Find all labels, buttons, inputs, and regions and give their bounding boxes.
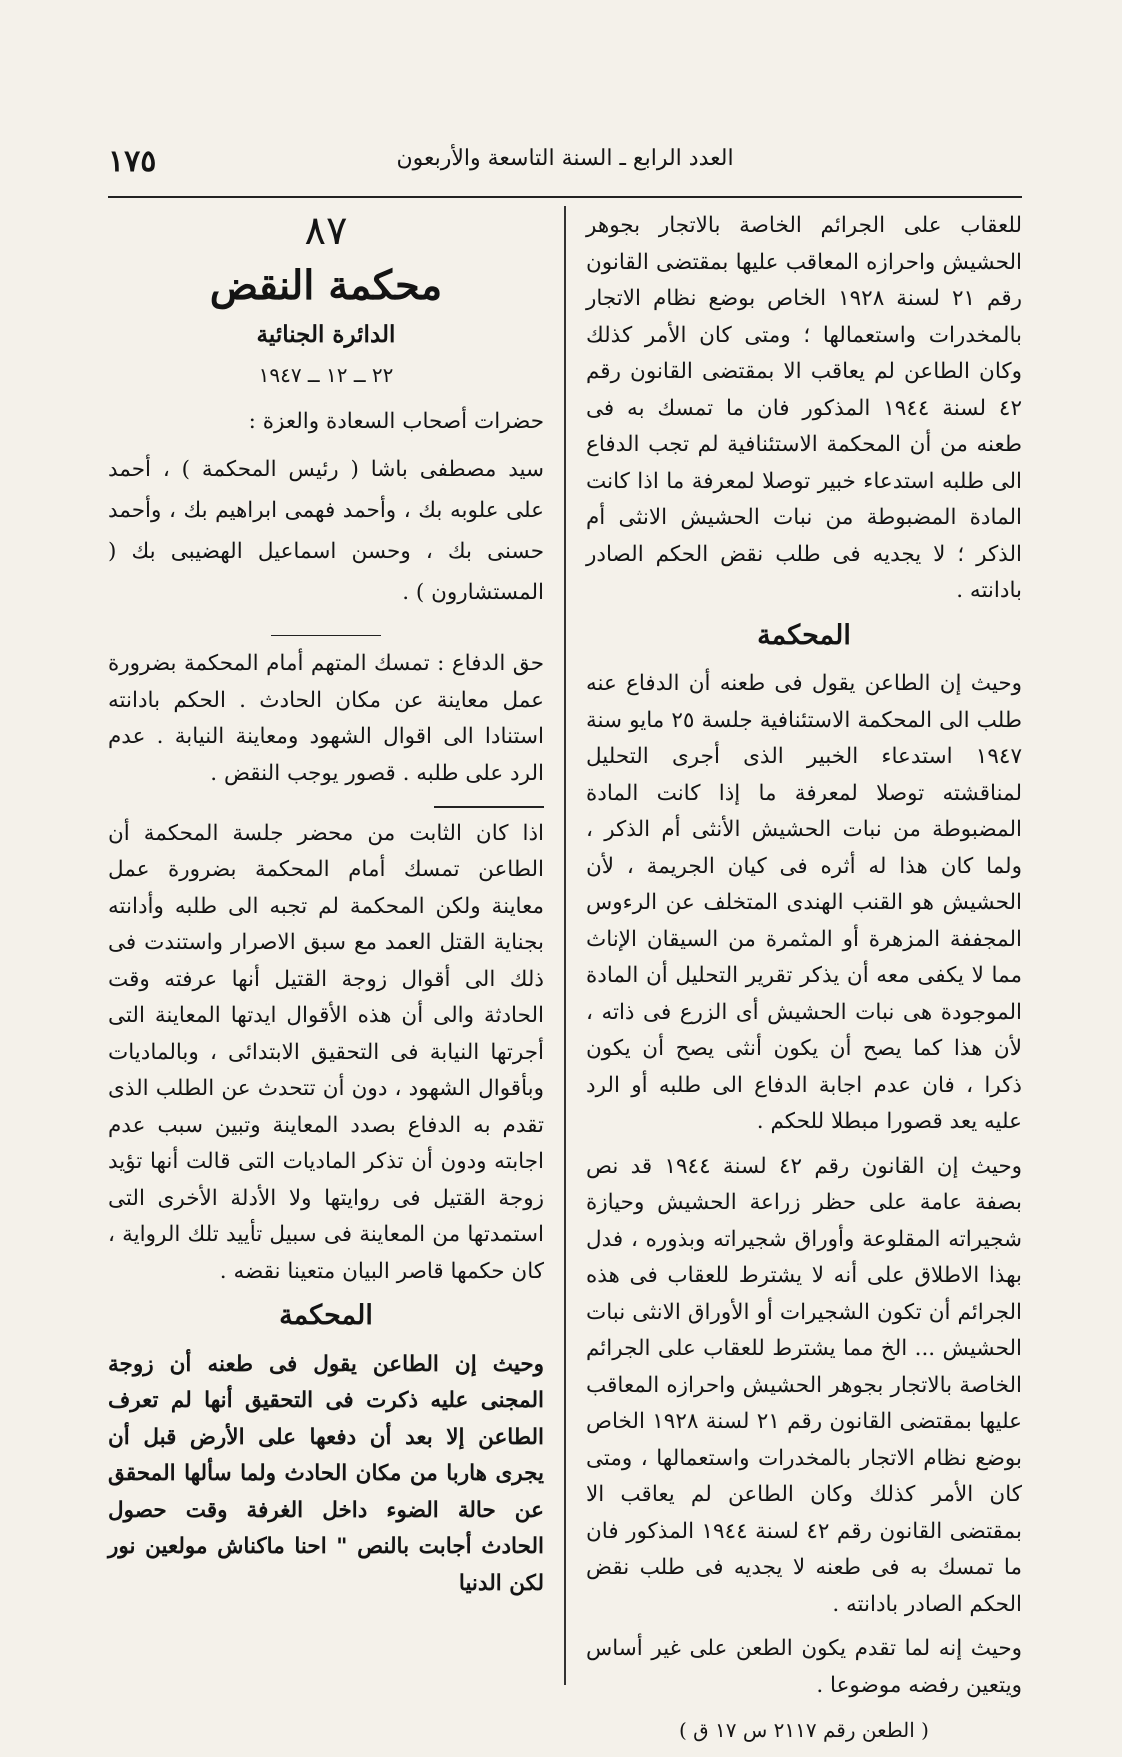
page-number: ١٧٥ (108, 144, 157, 179)
session-date: ٢٢ ــ ١٢ ــ ١٩٤٧ (258, 363, 394, 387)
section-heading: المحكمة (279, 1300, 373, 1331)
header-rule (108, 196, 1022, 198)
separator-rule (434, 806, 544, 808)
paragraph: وحيث إن الطاعن يقول فى طعنه أن الدفاع عنه طلب الى المحكمة الاستئنافية جلسة ٢٥ مايو سنة ١٩٤٧ استدعاء الخبير الذى أجرى التحليل لمناقشته توصلا لمعرفة ما إذا كانت المادة المضبوطة من نبات الحشيش الأنثى أم الذكر ، ولما كان هذا له أثره فى كيان الجريمة ، لأن الحشيش هو القنب الهندى المتخلف عن الرءوس المجففة المزهرة أو المثمرة من السيقان الإناث مما لا يكفى معه أن يذكر تقرير التحليل أن المادة الموجودة هى نبات الحشيش أى الزرع فى ذاته ، لأن هذا كما يصح أن يكون أنثى يصح أن يكون ذكرا ، فان عدم اجابة الدفاع الى طلبه أو الرد عليه يعد قصورا مبطلا للحكم . (586, 671, 1022, 1134)
right-column (586, 208, 1022, 1757)
paragraph: وحيث إن الطاعن يقول فى طعنه أن زوجة المجنى عليه ذكرت فى التحقيق أنها لم تعرف الطاعن إلا بعد أن دفعها على الأرض قبل أن يجرى هاربا من مكان الحادث ولما سألها المحقق عن حالة الضوء داخل الغرفة وقت حصول الحادث أجابت بالنص " احنا ماكناش مولعين نور لكن الدنيا (108, 1351, 544, 1596)
column-divider (564, 206, 566, 1685)
headnote-body: اذا كان الثابت من محضر جلسة المحكمة أن الطاعن تمسك أمام المحكمة بضرورة عمل معاينة ولكن المحكمة لم تجبه الى طلبه وأدانته بجناية القتل العمد مع سبق الاصرار واستندت فى ذلك الى أقوال زوجة القتيل أنها عرفته وقت الحادثة والى أن هذه الأقوال ايدتها المعاينة التى أجرتها النيابة فى التحقيق الابتدائى ، وبالماديات وبأقوال الشهود ، دون أن تتحدث عن الطلب الذى تقدم به الدفاع بصدد المعاينة وتبين سبب عدم اجابته ودون أن تذكر الماديات التى قالت أنها تؤيد زوجة القتيل فى روايتها ولا الأدلة الأخرى التى استمدتها من المعاينة فى سبيل تأييد تلك الرواية ، كان حكمها قاصر البيان متعينا نقضه . (108, 820, 544, 1284)
paragraph: للعقاب على الجرائم الخاصة بالاتجار بجوهر الحشيش واحرازه المعاقب عليها بمقتضى القانون رقم ٢١ لسنة ١٩٢٨ الخاص بوضع نظام الاتجار بالمخدرات واستعمالها ؛ ومتى كان الأمر كذلك وكان الطاعن لم يعاقب الا بمقتضى القانون رقم ٤٢ لسنة ١٩٤٤ المذكور فان ما تمسك به فى طعنه من أن المحكمة الاستئنافية لم تجب الدفاع الى طلبه استدعاء خبير توصلا لمعرفة ما اذا كانت المادة المضبوطة من نبات الحشيش الانثى أم الذكر ؛ لا يجديه فى طلب نقض الحكم الصادر بادانته . (586, 213, 1022, 603)
court-name: محكمة النقض (209, 262, 443, 309)
case-number: ٨٧ (304, 208, 348, 254)
left-column (108, 208, 544, 1610)
running-head: العدد الرابع ـ السنة التاسعة والأربعون (396, 146, 734, 171)
case-citation: ( الطعن رقم ٢١١٧ س ١٧ ق ) (679, 1718, 929, 1742)
paragraph: وحيث إن القانون رقم ٤٢ لسنة ١٩٤٤ قد نص بصفة عامة على حظر زراعة الحشيش وحيازة شجيراته المقلوعة وأوراق شجيراته وبذوره ، فدل بهذا الاطلاق على أنه لا يشترط للعقاب فى هذه الجرائم أن تكون الشجيرات أو الأوراق الانثى نبات الحشيش ... الخ مما يشترط للعقاب على الجرائم الخاصة بالاتجار بجوهر الحشيش واحرازه المعاقب عليها بمقتضى القانون رقم ٢١ لسنة ١٩٢٨ الخاص بوضع نظام الاتجار بالمخدرات واستعمالها ، ومتى كان الأمر كذلك وكان الطاعن لم يعاقب الا بمقتضى القانون رقم ٤٢ لسنة ١٩٤٤ المذكور فان ما تمسك به فى طعنه لا يجديه فى طلب نقض الحكم الصادر بادانته . (586, 1153, 1023, 1617)
headnote-summary: حق الدفاع : تمسك المتهم أمام المحكمة بضرورة عمل معاينة عن مكان الحادث . الحكم بادانته استنادا الى اقوال الشهود ومعاينة النيابة . عدم الرد على طلبه . قصور يوجب النقض . (108, 651, 544, 786)
page-header (108, 140, 1022, 184)
attendance-intro: حضرات أصحاب السعادة والعزة : (248, 409, 544, 434)
section-heading: المحكمة (757, 619, 851, 651)
book-page (108, 140, 1023, 1742)
justices-list: سيد مصطفى باشا ( رئيس المحكمة ) ، أحمد على علوبه بك ، وأحمد فهمى ابراهيم بك ، وأحمد حسنى بك ، وحسن اسماعيل الهضيبى بك ( المستشارون ) . (108, 456, 544, 605)
separator-rule (271, 635, 381, 637)
chamber-name: الدائرة الجنائية (256, 321, 396, 348)
paragraph: وحيث إنه لما تقدم يكون الطعن على غير أساس ويتعين رفضه موضوعا . (586, 1636, 1022, 1698)
